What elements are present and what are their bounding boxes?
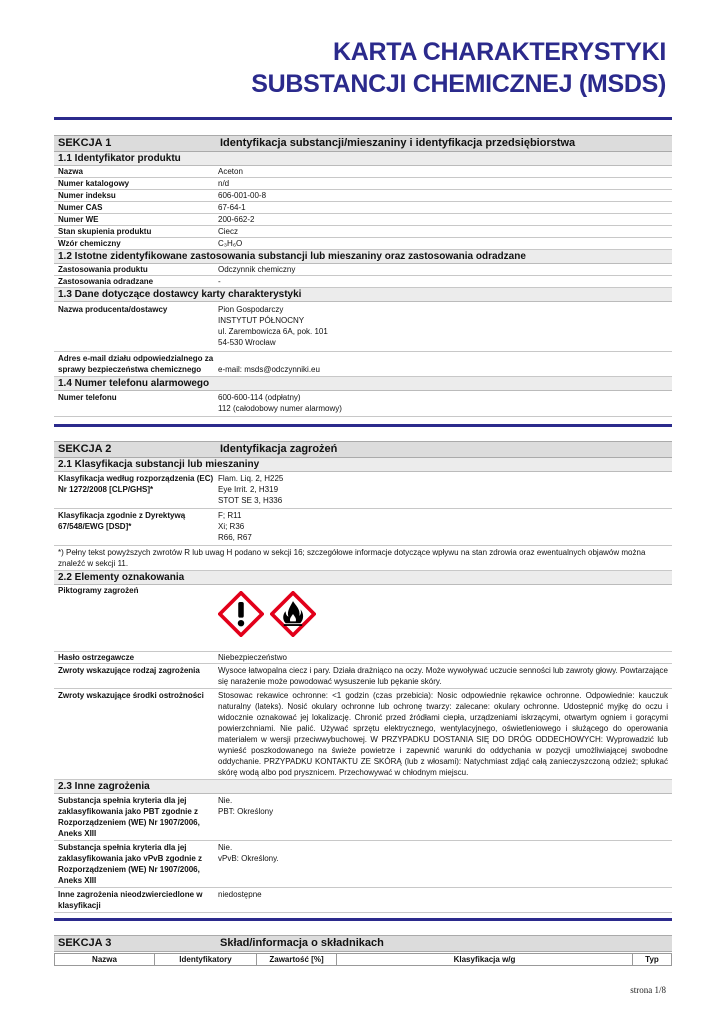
- document-title: [251, 36, 666, 100]
- hazard-statements-value: Wysoce łatwopalna ciecz i pary. Działa drażniąco na oczy. Może wywoływać uczucie senności lub zawroty głowy. Powtarzające się narażenie może powodować wysuszenie lub pękanie skóry.: [218, 666, 668, 686]
- row-value: n/d: [218, 179, 230, 188]
- vpvb-line: Nie.: [218, 843, 233, 852]
- top-rule: [54, 117, 672, 120]
- table-row: [54, 178, 672, 190]
- classification-line: F; R11: [218, 511, 242, 520]
- row-value: Odczynnik chemiczny: [218, 265, 296, 274]
- table-row: [54, 276, 672, 288]
- classification-line: Flam. Liq. 2, H225: [218, 474, 284, 483]
- row-value: Ciecz: [218, 227, 239, 236]
- pbt-label: Substancja spełnia kryteria dla jej zaklasyfikowania jako PBT zgodnie z Rozporządzeniem (WE) Nr 1907/2006, Aneks XIII: [58, 796, 200, 838]
- rule-section-3: [54, 918, 672, 921]
- exclamation-mark-icon: [218, 591, 264, 637]
- dsd-values: [216, 510, 672, 543]
- table-row: [54, 264, 672, 276]
- section-2: [54, 441, 672, 913]
- phone-line: 112 (całodobowy numer alarmowy): [218, 404, 342, 413]
- precautionary-statements-label: Zwroty wskazujące środki ostrożności: [58, 691, 204, 700]
- row-label: Numer indeksu: [58, 191, 116, 200]
- column-header: Nazwa: [55, 954, 155, 965]
- row-label: Numer WE: [58, 215, 99, 224]
- section-number: SEKCJA 2: [58, 443, 112, 455]
- clp-label: Klasyfikacja według rozporządzenia (EC) Nr 1272/2008 [CLP/GHS]*: [58, 474, 214, 494]
- precautionary-statements-row: [54, 689, 672, 780]
- pictograms: [216, 585, 672, 651]
- pictograms-row: [54, 585, 672, 652]
- pbt-values: [216, 795, 672, 839]
- pbt-row: [54, 794, 672, 841]
- section-2-header: [54, 441, 672, 458]
- section-title: Identyfikacja substancji/mieszaniny i identyfikacja przedsiębiorstwa: [220, 137, 576, 149]
- row-label: Zastosowania produktu: [58, 265, 148, 274]
- signal-word-value: Niebezpieczeństwo: [218, 653, 287, 662]
- row-label: Numer CAS: [58, 203, 103, 212]
- subsection-1-1: 1.1 Identyfikator produktu: [54, 152, 672, 166]
- section-1-header: [54, 135, 672, 152]
- column-header: Zawartość [%]: [257, 954, 337, 965]
- row-value: -: [218, 277, 221, 286]
- column-header: Identyfikatory: [155, 954, 257, 965]
- subsection-1-2: 1.2 Istotne zidentyfikowane zastosowania substancji lub mieszaniny oraz zastosowania odradzane: [54, 250, 672, 264]
- section-3-header: [54, 935, 672, 952]
- vpvb-row: [54, 841, 672, 888]
- signal-word-row: [54, 652, 672, 664]
- address-line: ul. Zarembowicza 6A, pok. 101: [218, 327, 328, 336]
- other-hazards-row: [54, 888, 672, 913]
- section-title: Identyfikacja zagrożeń: [220, 443, 338, 455]
- subsection-2-2: 2.2 Elementy oznakowania: [54, 571, 672, 585]
- row-value: 200-662-2: [218, 215, 255, 224]
- classification-line: STOT SE 3, H336: [218, 496, 283, 505]
- row-value: 67-64-1: [218, 203, 246, 212]
- classification-line: R66, R67: [218, 533, 252, 542]
- table-row: [54, 214, 672, 226]
- section-3: [54, 935, 672, 966]
- address-line: 54-530 Wrocław: [218, 338, 276, 347]
- vpvb-values: [216, 842, 672, 886]
- section-number: SEKCJA 1: [58, 137, 112, 149]
- row-label: Stan skupienia produktu: [58, 227, 152, 236]
- page-number: strona 1/8: [630, 985, 666, 995]
- pbt-line: PBT: Określony: [218, 807, 274, 816]
- email-label: Adres e-mail działu odpowiedzialnego za sprawy bezpieczeństwa chemicznego: [58, 354, 214, 374]
- title-line-2: SUBSTANCJI CHEMICZNEJ (MSDS): [251, 70, 666, 98]
- address-line: Pion Gospodarczy: [218, 305, 284, 314]
- row-label: Numer katalogowy: [58, 179, 130, 188]
- dsd-label: Klasyfikacja zgodnie z Dyrektywą 67/548/EWG [DSD]*: [58, 511, 186, 531]
- other-hazards-value: niedostępne: [218, 890, 262, 899]
- supplier-address: [216, 304, 672, 348]
- precautionary-statements-value: Stosowac rekawice ochronne: <1 godzin (czas przebicia): Nosic odpowiednie rękawice ochronne. Odpowiednie: kauczuk naturalny (lateks). Nosić okulary ochronne lub ochronę twarzy: zalecane: okulary ochronne. Udostepnić myjkę do oczu i widocznie oznakować jej lokalizację. Chronić przed źródłami ciepła, urządzeniami iskrzącymi, otwartym ogniem i gorącymi powierzchniami. Nie palić. Używać sprzętu elektrycznego, wentylacyjnego, oświetleniowego i służącego do operowania materiałem w wersji przeciwwybuchowej. W PRZYPADKU DOSTANIA SIĘ DO DRÓG ODDECHOWYCH: Wyprowadzić lub wynieść poszkodowanego na świeże powietrze i zapewnić warunki do oddychania w pozycji umożliwiającej swobodne oddychanie. PRZYPADKU KONTAKTU ZE SKÓRĄ (lub z włosami): Natychmiast zdjąć całą zanieczyszczoną odzież; spłukać skórę wodą albo pod prysznicem. Przechowywać w chłodnym miejscu.: [218, 691, 668, 777]
- supplier-row: [54, 302, 672, 352]
- rule-section-2: [54, 424, 672, 427]
- vpvb-line: vPvB: Określony.: [218, 854, 279, 863]
- pbt-line: Nie.: [218, 796, 233, 805]
- email-row: [54, 352, 672, 377]
- dsd-row: [54, 509, 672, 546]
- clp-row: [54, 472, 672, 509]
- phone-values: [216, 392, 672, 414]
- row-label: Nazwa: [58, 167, 83, 176]
- title-line-1: KARTA CHARAKTERYSTYKI: [332, 38, 666, 66]
- product-identifier-table: [54, 166, 672, 250]
- row-label: Zastosowania odradzane: [58, 277, 154, 286]
- table-row: [54, 190, 672, 202]
- row-value: 606-001-00-8: [218, 191, 267, 200]
- vpvb-label: Substancja spełnia kryteria dla jej zaklasyfikowania jako vPvB zgodnie z Rozporządzeniem (WE) Nr 1907/2006, Aneks XIII: [58, 843, 203, 885]
- hazard-statements-row: [54, 664, 672, 689]
- classification-line: Eye Irrit. 2, H319: [218, 485, 279, 494]
- clp-values: [216, 473, 672, 506]
- column-header: Klasyfikacja w/g: [337, 954, 633, 965]
- phone-label: Numer telefonu: [58, 393, 117, 402]
- table-row: [54, 238, 672, 250]
- supplier-label: Nazwa producenta/dostawcy: [58, 305, 168, 314]
- column-header: Typ: [645, 955, 659, 964]
- signal-word-label: Hasło ostrzegawcze: [58, 653, 135, 662]
- section-number: SEKCJA 3: [58, 937, 112, 949]
- table-row: [54, 202, 672, 214]
- subsection-2-1: 2.1 Klasyfikacja substancji lub mieszaniny: [54, 458, 672, 472]
- phone-line: 600-600-114 (odpłatny): [218, 393, 301, 402]
- composition-table-header: [54, 953, 672, 966]
- table-row: [54, 226, 672, 238]
- pictograms-label: Piktogramy zagrożeń: [58, 586, 139, 595]
- section-title: Skład/informacja o składnikach: [220, 937, 384, 949]
- address-line: INSTYTUT PÓŁNOCNY: [218, 316, 305, 325]
- hazard-statements-label: Zwroty wskazujące rodzaj zagrożenia: [58, 666, 200, 675]
- footnote: *) Pełny tekst powyższych zwrotów R lub uwag H podano w sekcji 16; szczegółowe informacje dotyczące wpływu na stan zdrowia oraz ewentualnych objawów można znaleźć w sekcji 11.: [54, 546, 672, 571]
- subsection-2-3: 2.3 Inne zagrożenia: [54, 780, 672, 794]
- other-hazards-label: Inne zagrożenia nieodzwierciedlone w klasyfikacji: [58, 890, 203, 910]
- table-row: [54, 166, 672, 178]
- email-value[interactable]: e-mail: msds@odczynniki.eu: [218, 365, 320, 374]
- classification-line: Xi; R36: [218, 522, 245, 531]
- phone-row: [54, 391, 672, 417]
- subsection-1-4: 1.4 Numer telefonu alarmowego: [54, 377, 672, 391]
- section-1: [54, 135, 672, 417]
- subsection-1-3: 1.3 Dane dotyczące dostawcy karty charakterystyki: [54, 288, 672, 302]
- flame-icon: [270, 591, 316, 637]
- row-value: Aceton: [218, 167, 243, 176]
- row-label: Wzór chemiczny: [58, 239, 121, 248]
- row-value: C₃H₆O: [218, 239, 243, 248]
